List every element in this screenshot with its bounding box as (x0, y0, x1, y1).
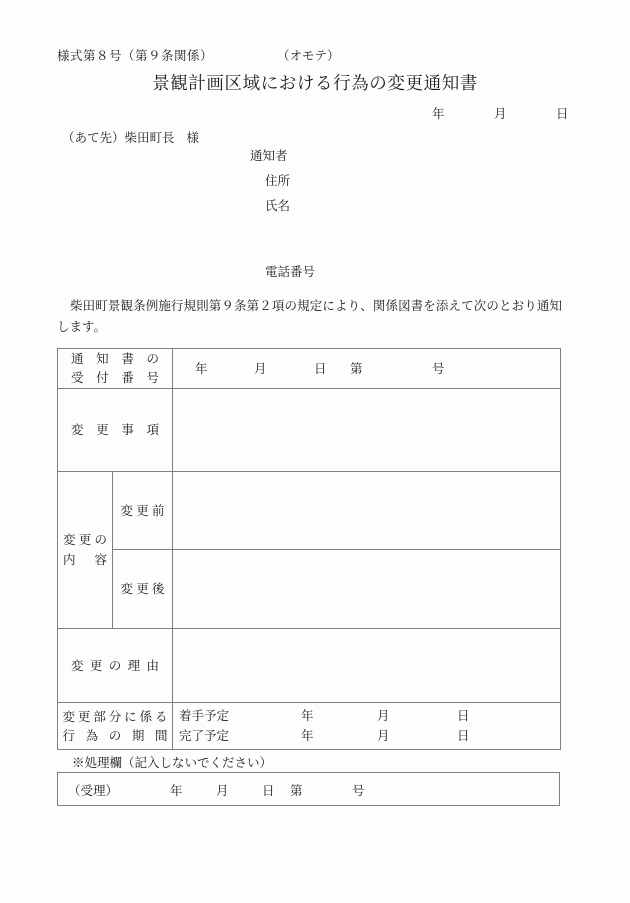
receipt-number-fields (173, 359, 560, 377)
notifier-heading: 通知者 (250, 148, 288, 163)
period-end-day: 日 (457, 728, 470, 743)
label-change-before (113, 471, 173, 549)
notifier-block (250, 146, 290, 214)
date-year-label: 年 (432, 106, 445, 121)
addressee-honorific: 様 (186, 130, 200, 145)
receipt-month-label: 月 (254, 361, 267, 377)
body-paragraph: 柴田町景観条例施行規則第９条第２項の規定により、関係図書を添えて次のとおり通知します。 (57, 298, 562, 334)
label-change-items (58, 388, 173, 471)
processing-no-prefix: 第 (290, 783, 303, 798)
period-end-label: 完了予定 (179, 728, 230, 743)
label-period-line1: 変更部分に係る (62, 708, 168, 724)
processing-year-label: 年 (170, 783, 183, 798)
label-receipt-number-line1: 通知書の (71, 351, 159, 366)
label-period (58, 702, 173, 750)
label-receipt-number (58, 349, 173, 389)
processing-day-label: 日 (262, 783, 275, 798)
label-change-content-line1: 変更の (63, 532, 107, 548)
side-marker: （オモテ） (277, 48, 340, 63)
receipt-no-prefix: 第 (350, 361, 363, 377)
table-row-change-after (58, 549, 561, 628)
period-fields (173, 703, 560, 750)
period-end-line (179, 726, 560, 746)
label-change-reason (58, 628, 173, 702)
period-start-label: 着手予定 (179, 707, 230, 723)
label-change-items-text: 変更事項 (71, 422, 159, 438)
label-period-line2: 行為の期間 (62, 728, 168, 743)
receipt-day-label: 日 (314, 361, 327, 377)
label-change-after-text: 変更後 (120, 581, 165, 597)
period-start-year: 年 (301, 707, 314, 723)
processing-month-label: 月 (216, 783, 229, 798)
value-period[interactable] (173, 702, 561, 750)
label-change-content-line2: 内容 (63, 551, 107, 567)
label-change-content (58, 471, 113, 628)
addressee-line (62, 128, 199, 146)
value-change-reason[interactable] (173, 628, 561, 702)
period-end-year: 年 (301, 728, 314, 743)
table-row-receipt-number (58, 349, 561, 389)
period-start-month: 月 (377, 707, 390, 723)
table-row-change-items (58, 388, 561, 471)
value-change-items[interactable] (173, 388, 561, 471)
value-receipt-number[interactable] (173, 349, 561, 389)
value-change-before[interactable] (173, 471, 561, 549)
receipt-no-suffix: 号 (432, 361, 445, 377)
value-change-after[interactable] (173, 549, 561, 628)
processing-box[interactable] (57, 772, 560, 806)
notifier-name-label: 氏名 (265, 198, 291, 213)
period-start-day: 日 (457, 707, 470, 723)
label-change-reason-text: 変更の理由 (71, 657, 159, 673)
document-title: 景観計画区域における行為の変更通知書 (152, 74, 478, 94)
date-line (330, 104, 570, 122)
processing-receipt-label: （受理） (68, 783, 119, 798)
receipt-year-label: 年 (195, 361, 208, 377)
label-change-before-text: 変更前 (120, 502, 165, 518)
period-start-line (179, 706, 560, 726)
label-receipt-number-line2: 受付番号 (71, 370, 159, 386)
processing-no-suffix: 号 (352, 783, 365, 798)
notifier-phone-label: 電話番号 (265, 264, 316, 279)
notification-table (57, 348, 561, 750)
notifier-address-label: 住所 (265, 173, 291, 188)
date-month-label: 月 (494, 106, 507, 121)
date-day-label: 日 (556, 106, 569, 121)
processing-note: ※処理欄（記入しないでください） (72, 755, 273, 770)
form-number: 様式第８号（第９条関係） (57, 48, 214, 63)
processing-fields (58, 773, 559, 799)
table-row-change-reason (58, 628, 561, 702)
period-end-month: 月 (377, 728, 390, 743)
label-change-after (113, 549, 173, 628)
addressee-name: （あて先）柴田町長 (62, 130, 175, 145)
table-row-period (58, 702, 561, 750)
table-row-change-before (58, 471, 561, 549)
